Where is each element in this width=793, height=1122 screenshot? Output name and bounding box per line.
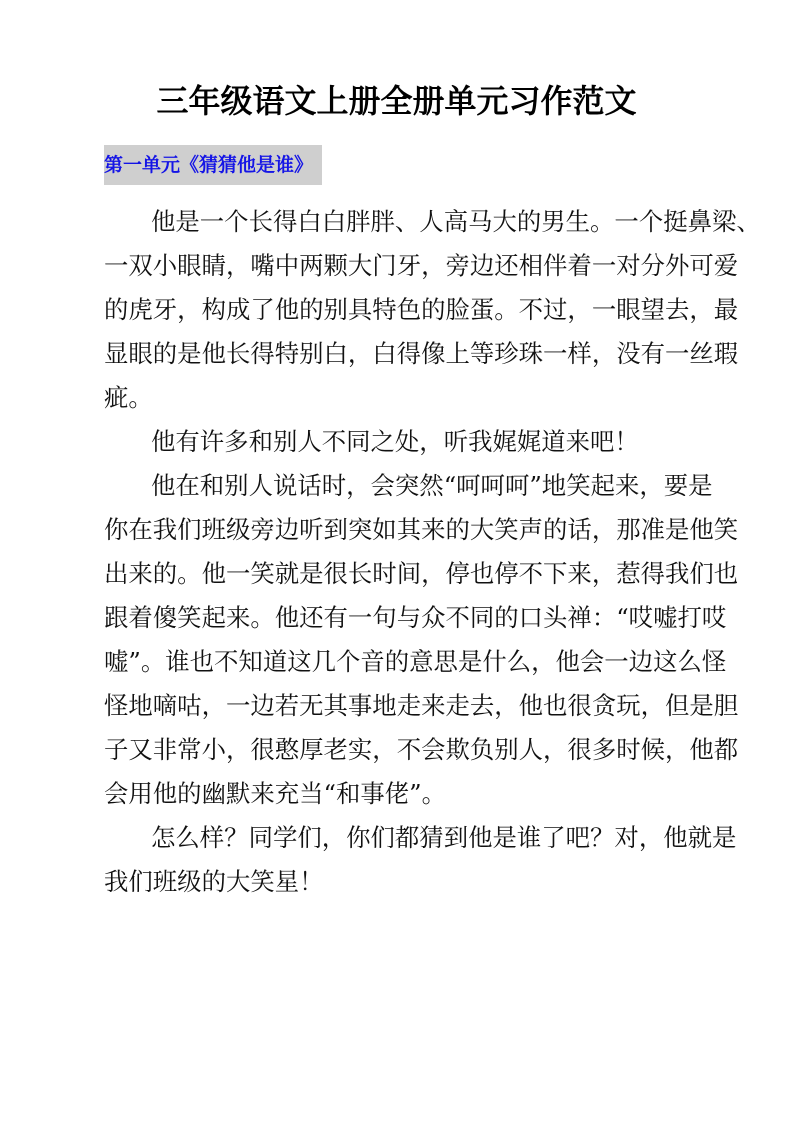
text-line: 一双小眼睛，嘴中两颗大门牙，旁边还相伴着一对分外可爱 bbox=[104, 251, 739, 280]
paragraph bbox=[104, 420, 694, 464]
text-line: 他是一个长得白白胖胖、人高马大的男生。一个挺鼻梁、 bbox=[151, 207, 761, 236]
text-line: 怪地嘀咕，一边若无其事地走来走去，他也很贪玩，但是胆 bbox=[104, 691, 739, 720]
text-line: 他有许多和别人不同之处，听我娓娓道来吧！ bbox=[151, 427, 639, 456]
text-line: 显眼的是他长得特别白，白得像上等珍珠一样，没有一丝瑕 bbox=[104, 339, 739, 368]
text-line: 出来的。他一笑就是很长时间，停也停不下来，惹得我们也 bbox=[104, 559, 739, 588]
text-line: 你在我们班级旁边听到突如其来的大笑声的话，那准是他笑 bbox=[104, 515, 739, 544]
text-line: 跟着傻笑起来。他还有一句与众不同的口头禅：“哎嘘打哎 bbox=[104, 603, 727, 632]
text-line: 他在和别人说话时，会突然“呵呵呵”地笑起来，要是 bbox=[151, 471, 713, 500]
paragraph bbox=[104, 816, 737, 904]
text-line: 嘘”。谁也不知道这几个音的意思是什么，他会一边这么怪 bbox=[104, 647, 727, 676]
unit-heading: 第一单元《猜猜他是谁》 bbox=[104, 145, 322, 185]
text-line: 子又非常小，很憨厚老实，不会欺负别人，很多时候，他都 bbox=[104, 735, 739, 764]
text-line: 疵。 bbox=[104, 383, 153, 412]
text-line: 会用他的幽默来充当“和事佬”。 bbox=[104, 779, 447, 808]
essay-body bbox=[104, 200, 761, 904]
document-title: 三年级语文上册全册单元习作范文 bbox=[156, 82, 637, 120]
text-line: 我们班级的大笑星！ bbox=[104, 867, 324, 896]
paragraph bbox=[104, 464, 739, 816]
paragraph bbox=[104, 200, 761, 420]
text-line: 怎么样？同学们，你们都猜到他是谁了吧？对，他就是 bbox=[151, 823, 737, 852]
text-line: 的虎牙，构成了他的别具特色的脸蛋。不过，一眼望去，最 bbox=[104, 295, 739, 324]
